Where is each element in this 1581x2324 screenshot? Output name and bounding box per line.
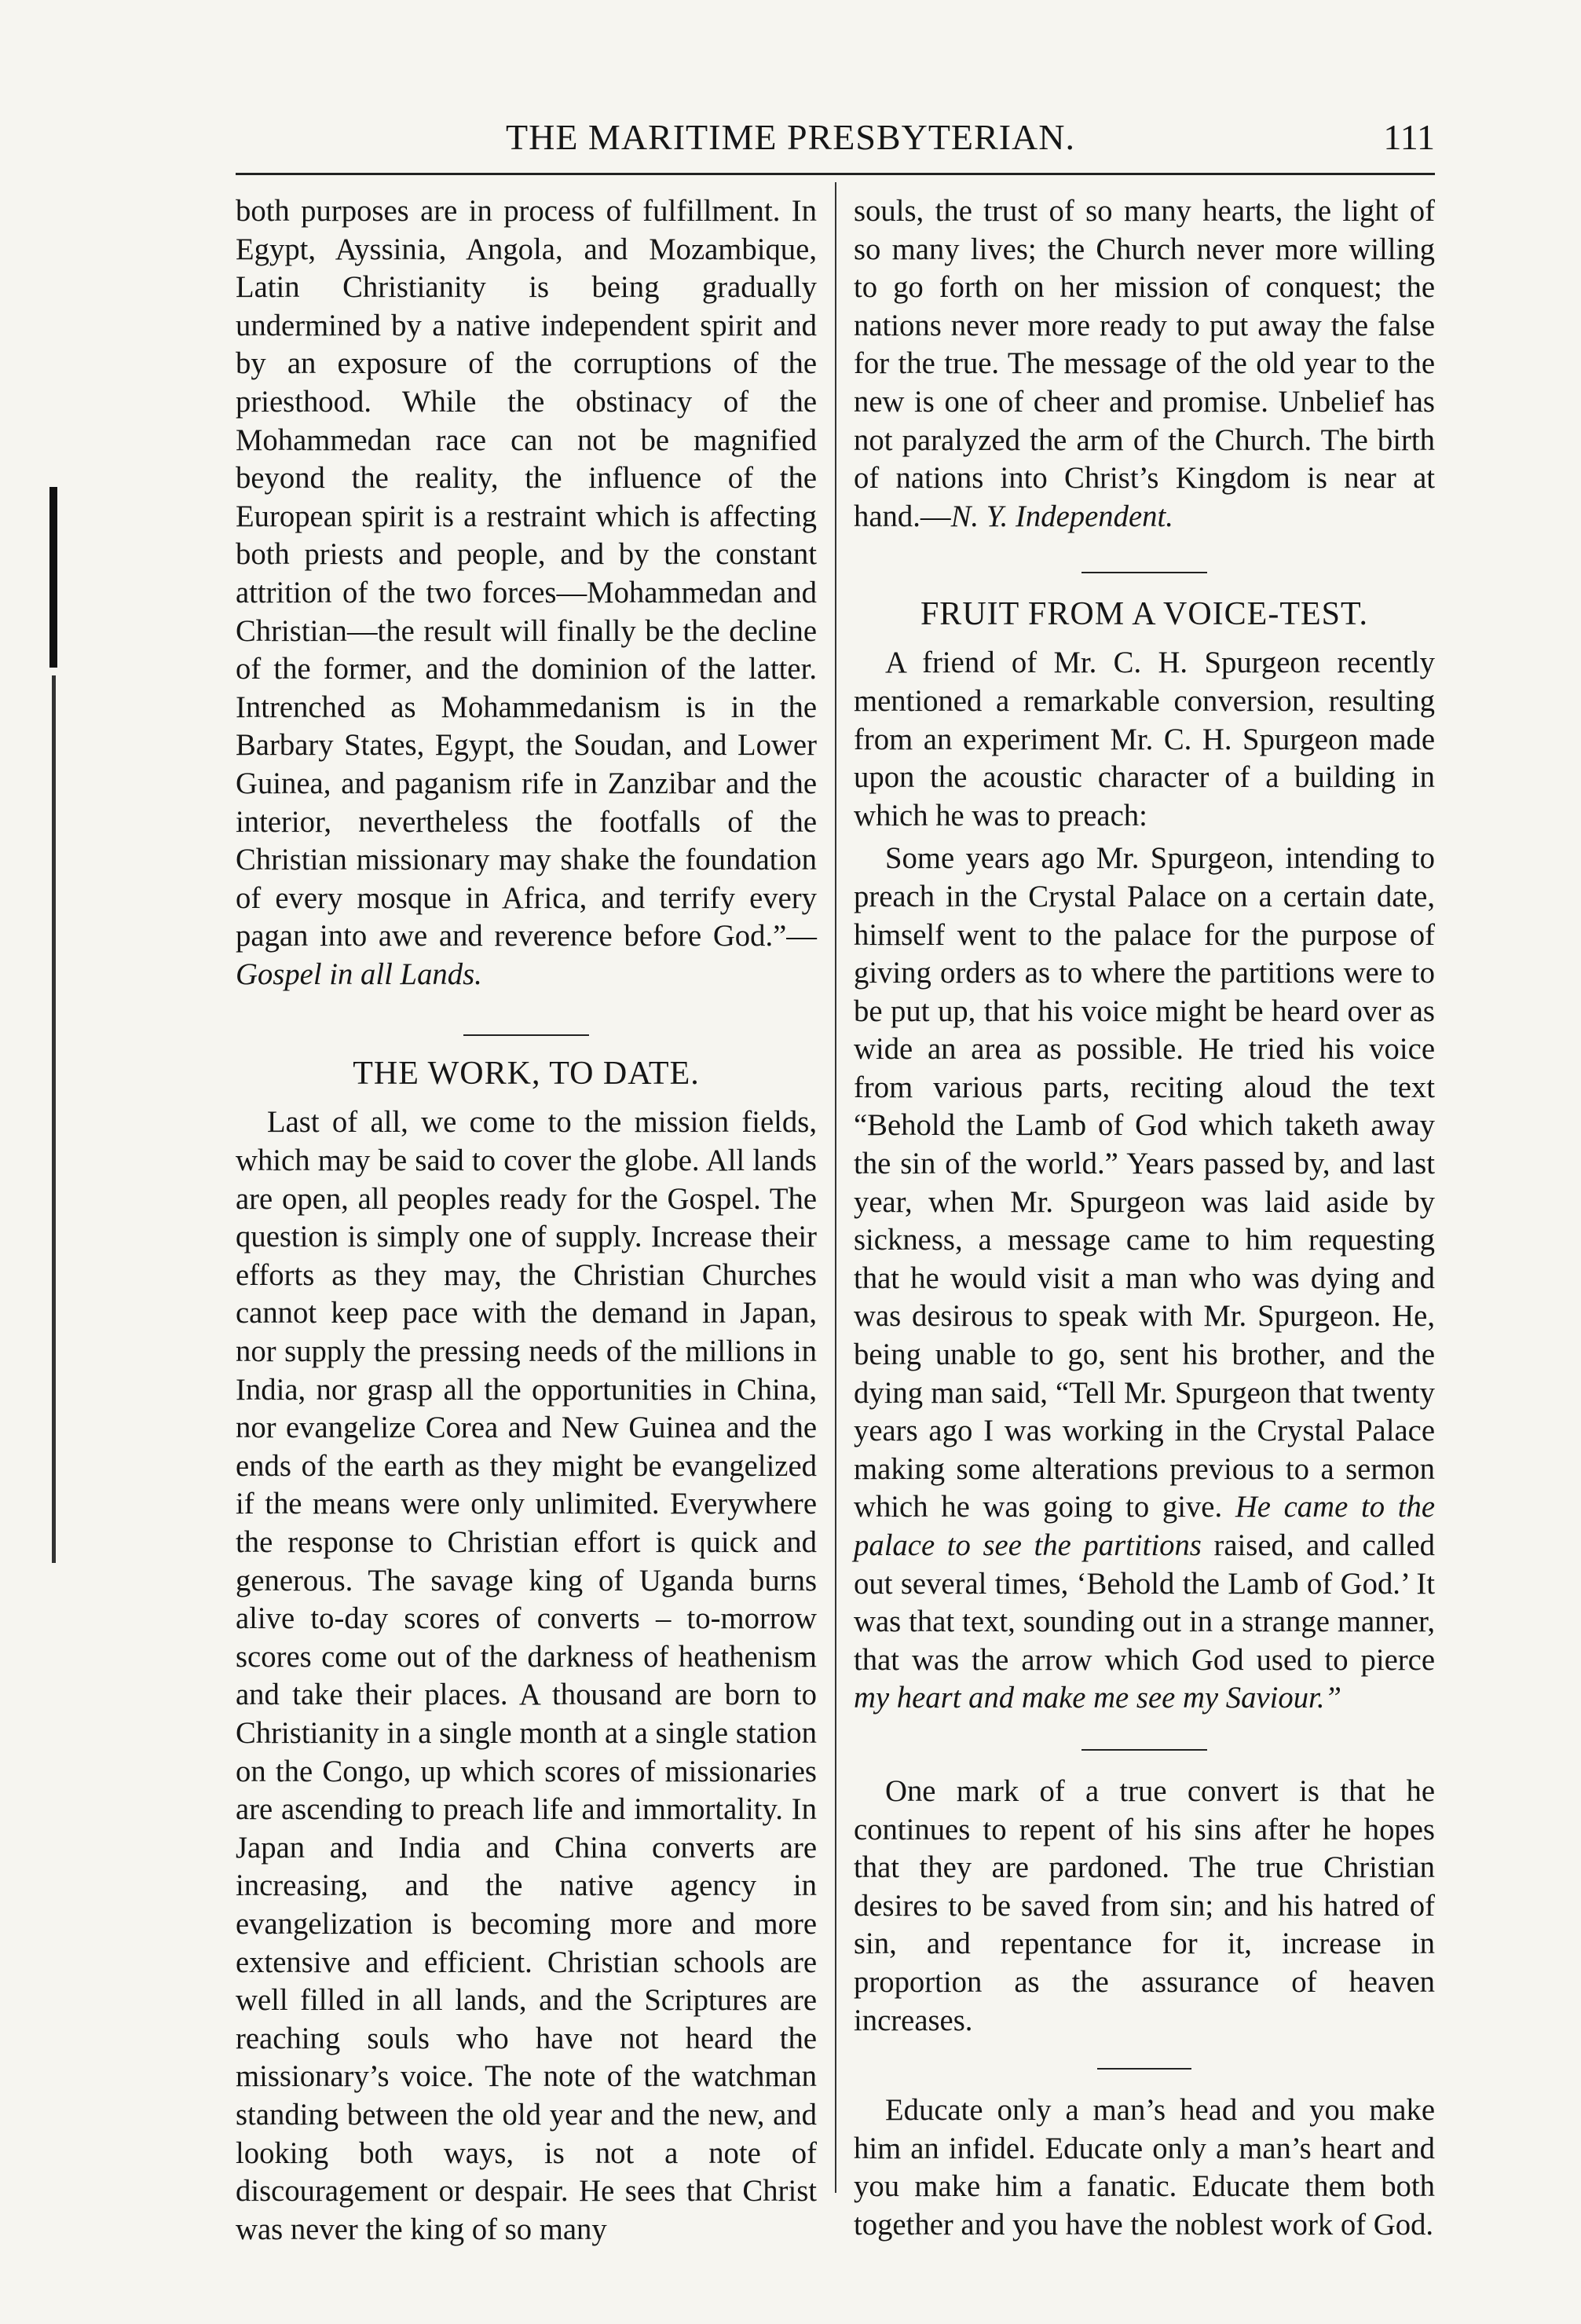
article-continuation (236, 192, 817, 994)
section-heading-voice-test: FRUIT FROM A VOICE-TEST. (920, 596, 1369, 633)
article-text: both purposes are in process of fulfillment. In Egypt, Ayssinia, Angola, and Mozambique, Latin Christianity is being gradually undermined by a native independent spirit and by an exposure of the corruptions of the priesthood. While the obstinacy of the Mohammedan race can not be magnified beyond the reality, the influence of the European spirit is a restraint which is affecting both priests and people, and by the constant attrition of the two forces—Mohammedan and Christian—the result will finally be the decline of the former, and the dominion of the latter. Intrenched as Mohammedanism is in the Barbary States, Egypt, the Soudan, and Lower Guinea, and paganism rife in Zanzibar and the interior, nevertheless the footfalls of the Christian missionary may shake the foundation of every mosque in Africa, and terrify every pagan into awe and reverence before God.”— (236, 195, 817, 953)
article-story (854, 840, 1435, 1718)
article-intro: A friend of Mr. C. H. Spurgeon recently mentioned a remarkable conversion, resulting from an experiment Mr. C. H. Spurgeon made upon the acoustic character of a building in which he was to preach: (854, 646, 1435, 833)
article-source: N. Y. Independent. (950, 500, 1173, 533)
margin-mark (52, 675, 56, 1563)
section-rule (463, 1034, 589, 1036)
story-text: Some years ago Mr. Spurgeon, intending to preach in the Crystal Palace on a certain date, himself went to the palace for the purpose of giving orders as to where the partitions were to be put up, that his voice might be heard over as wide an area as possible. He tried his voice from various parts, reciting aloud the text “Behold the Lamb of God which taketh away the sin of the world.” Years passed by, and last year, when Mr. Spurgeon was laid aside by sickness, a message came to him requesting that he would visit a man who was dying and was desirous to speak with Mr. Spurgeon. He, being unable to go, sent his brother, and the dying man said, “Tell Mr. Spurgeon that twenty years ago I was working in the Crystal Palace making some alterations previous to a sermon which he was going to give. (854, 842, 1435, 1524)
article-source: Gospel in all Lands. (236, 957, 482, 991)
story-italic-text: He came to the palace to see the partitions (854, 1491, 1435, 1562)
story-italic-text: my heart and make me see my Saviour.” (854, 1682, 1342, 1715)
article-text: souls, the trust of so many hearts, the light of so many lives; the Church never more willing to go forth on her mission of conquest; the nations never more ready to put away the false for the true. The message of the old year to the new is one of cheer and promise. Unbelief has not paralyzed the arm of the Church. The birth of nations into Christ’s Kingdom is near at hand.— (854, 195, 1435, 533)
header-rule (236, 173, 1435, 175)
paragraph-true-convert: One mark of a true convert is that he continues to repent of his sins after he hopes that they are pardoned. The true Christian desires to be saved from sin; and his hatred of sin, and repentance for it, increase in proportion as the assurance of heaven increases. (854, 1774, 1435, 2037)
section-rule (1081, 1749, 1207, 1751)
section-rule (1081, 572, 1207, 573)
section-heading-work: THE WORK, TO DATE. (353, 1056, 700, 1092)
left-column (236, 192, 817, 2249)
paragraph-educate: Educate only a man’s head and you make him an infidel. Educate only a man’s heart and you make him a fanatic. Educate them both together and you have the noblest work of God. (854, 2094, 1435, 2242)
section-rule (1097, 2068, 1191, 2070)
right-column (854, 192, 1435, 2245)
column-divider (835, 182, 836, 2193)
article-work-to-date: Last of all, we come to the mission fields, which may be said to cover the globe. All lands are open, all peoples ready for the Gospel. The question is simply one of supply. Increase their efforts as they may, the Christian Churches cannot keep pace with the demand in Japan, nor supply the pressing needs of the millions in India, nor grasp all the opportunities in China, nor evangelize Corea and New Guinea and the ends of the earth as they might be evangelized if the means were only unlimited. Everywhere the response to Christian effort is quick and generous. The savage king of Uganda burns alive to-day scores of converts – to-morrow scores come out of the darkness of heathenism and take their places. A thousand are born to Christianity in a single month at a single station on the Congo, up which scores of missionaries are ascending to preach life and immortality. In Japan and India and China converts are increasing, and the native agency in evangelization is becoming more and more extensive and efficient. Christian schools are well filled in all lands, and the Scriptures are reaching souls who have not heard the missionary’s voice. The note of the watchman standing between the old year and the new, and looking both ways, is not a note of discouragement or despair. He sees that Christ was never the king of so many (236, 1106, 817, 2246)
page-number: 111 (1383, 117, 1435, 157)
margin-mark (49, 487, 57, 668)
article-continuation (854, 192, 1435, 536)
story-text: raised, and called out several times, ‘Behold the Lamb of God.’ It was that text, sounding out in a strange manner, that was the arrow which God used to pierce (854, 1529, 1435, 1677)
running-title: THE MARITIME PRESBYTERIAN. (506, 117, 1075, 157)
